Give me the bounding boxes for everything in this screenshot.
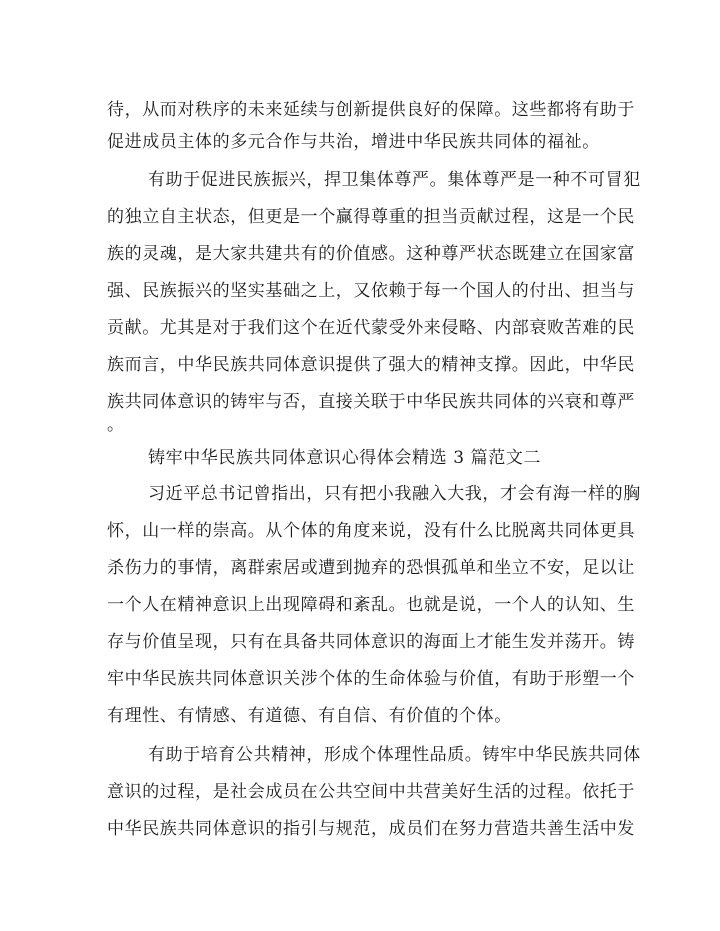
text-line: 族共同体意识的铸牢与否，直接关联于中华民族共同体的兴衰和尊严 bbox=[107, 392, 635, 412]
text-line: 贡献。尤其是对于我们这个在近代蒙受外来侵略、内部衰败苦难的民 bbox=[107, 318, 635, 338]
text-line: 有理性、有情感、有道德、有自信、有价值的个体。 bbox=[107, 706, 512, 726]
text-line: 牢中华民族共同体意识关涉个体的生命体验与价值，有助于形塑一个 bbox=[107, 669, 635, 689]
text-line: 怀，山一样的崇高。从个体的角度来说，没有什么比脱离共同体更具 bbox=[107, 521, 635, 541]
text-line: 族的灵魂，是大家共建共有的价值感。这种尊严状态既建立在国家富 bbox=[107, 244, 635, 264]
text-line: 习近平总书记曾指出，只有把小我融入大我，才会有海一样的胸 bbox=[148, 484, 641, 504]
text-line: 待，从而对秩序的未来延续与创新提供良好的保障。这些都将有助于 bbox=[107, 100, 635, 120]
text-line: 意识的过程，是社会成员在公共空间中共营美好生活的过程。依托于 bbox=[107, 782, 635, 802]
text-line: 强、民族振兴的坚实基础之上，又依赖于每一个国人的付出、担当与 bbox=[107, 281, 635, 301]
text-line: 存与价值呈现，只有在具备共同体意识的海面上才能生发并荡开。铸 bbox=[107, 632, 635, 652]
text-line: 族而言，中华民族共同体意识提供了强大的精神支撑。因此，中华民 bbox=[107, 355, 635, 375]
text-line: 有助于培育公共精神，形成个体理性品质。铸牢中华民族共同体 bbox=[148, 745, 641, 765]
text-line: 促进成员主体的多元合作与共治，增进中华民族共同体的福祉。 bbox=[107, 132, 600, 152]
text-line: 一个人在精神意识上出现障碍和紊乱。也就是说，一个人的认知、生 bbox=[107, 595, 635, 615]
section-title: 铸牢中华民族共同体意识心得体会精选 3 篇范文二 bbox=[148, 448, 542, 468]
text-line: 中华民族共同体意识的指引与规范，成员们在努力营造共善生活中发 bbox=[107, 819, 635, 839]
text-line: 的独立自主状态，但更是一个赢得尊重的担当贡献过程，这是一个民 bbox=[107, 207, 635, 227]
text-line: 。 bbox=[107, 415, 125, 435]
text-line: 有助于促进民族振兴，捍卫集体尊严。集体尊严是一种不可冒犯 bbox=[148, 170, 641, 190]
text-line: 杀伤力的事情，离群索居或遭到抛弃的恐惧孤单和坐立不安，足以让 bbox=[107, 558, 635, 578]
